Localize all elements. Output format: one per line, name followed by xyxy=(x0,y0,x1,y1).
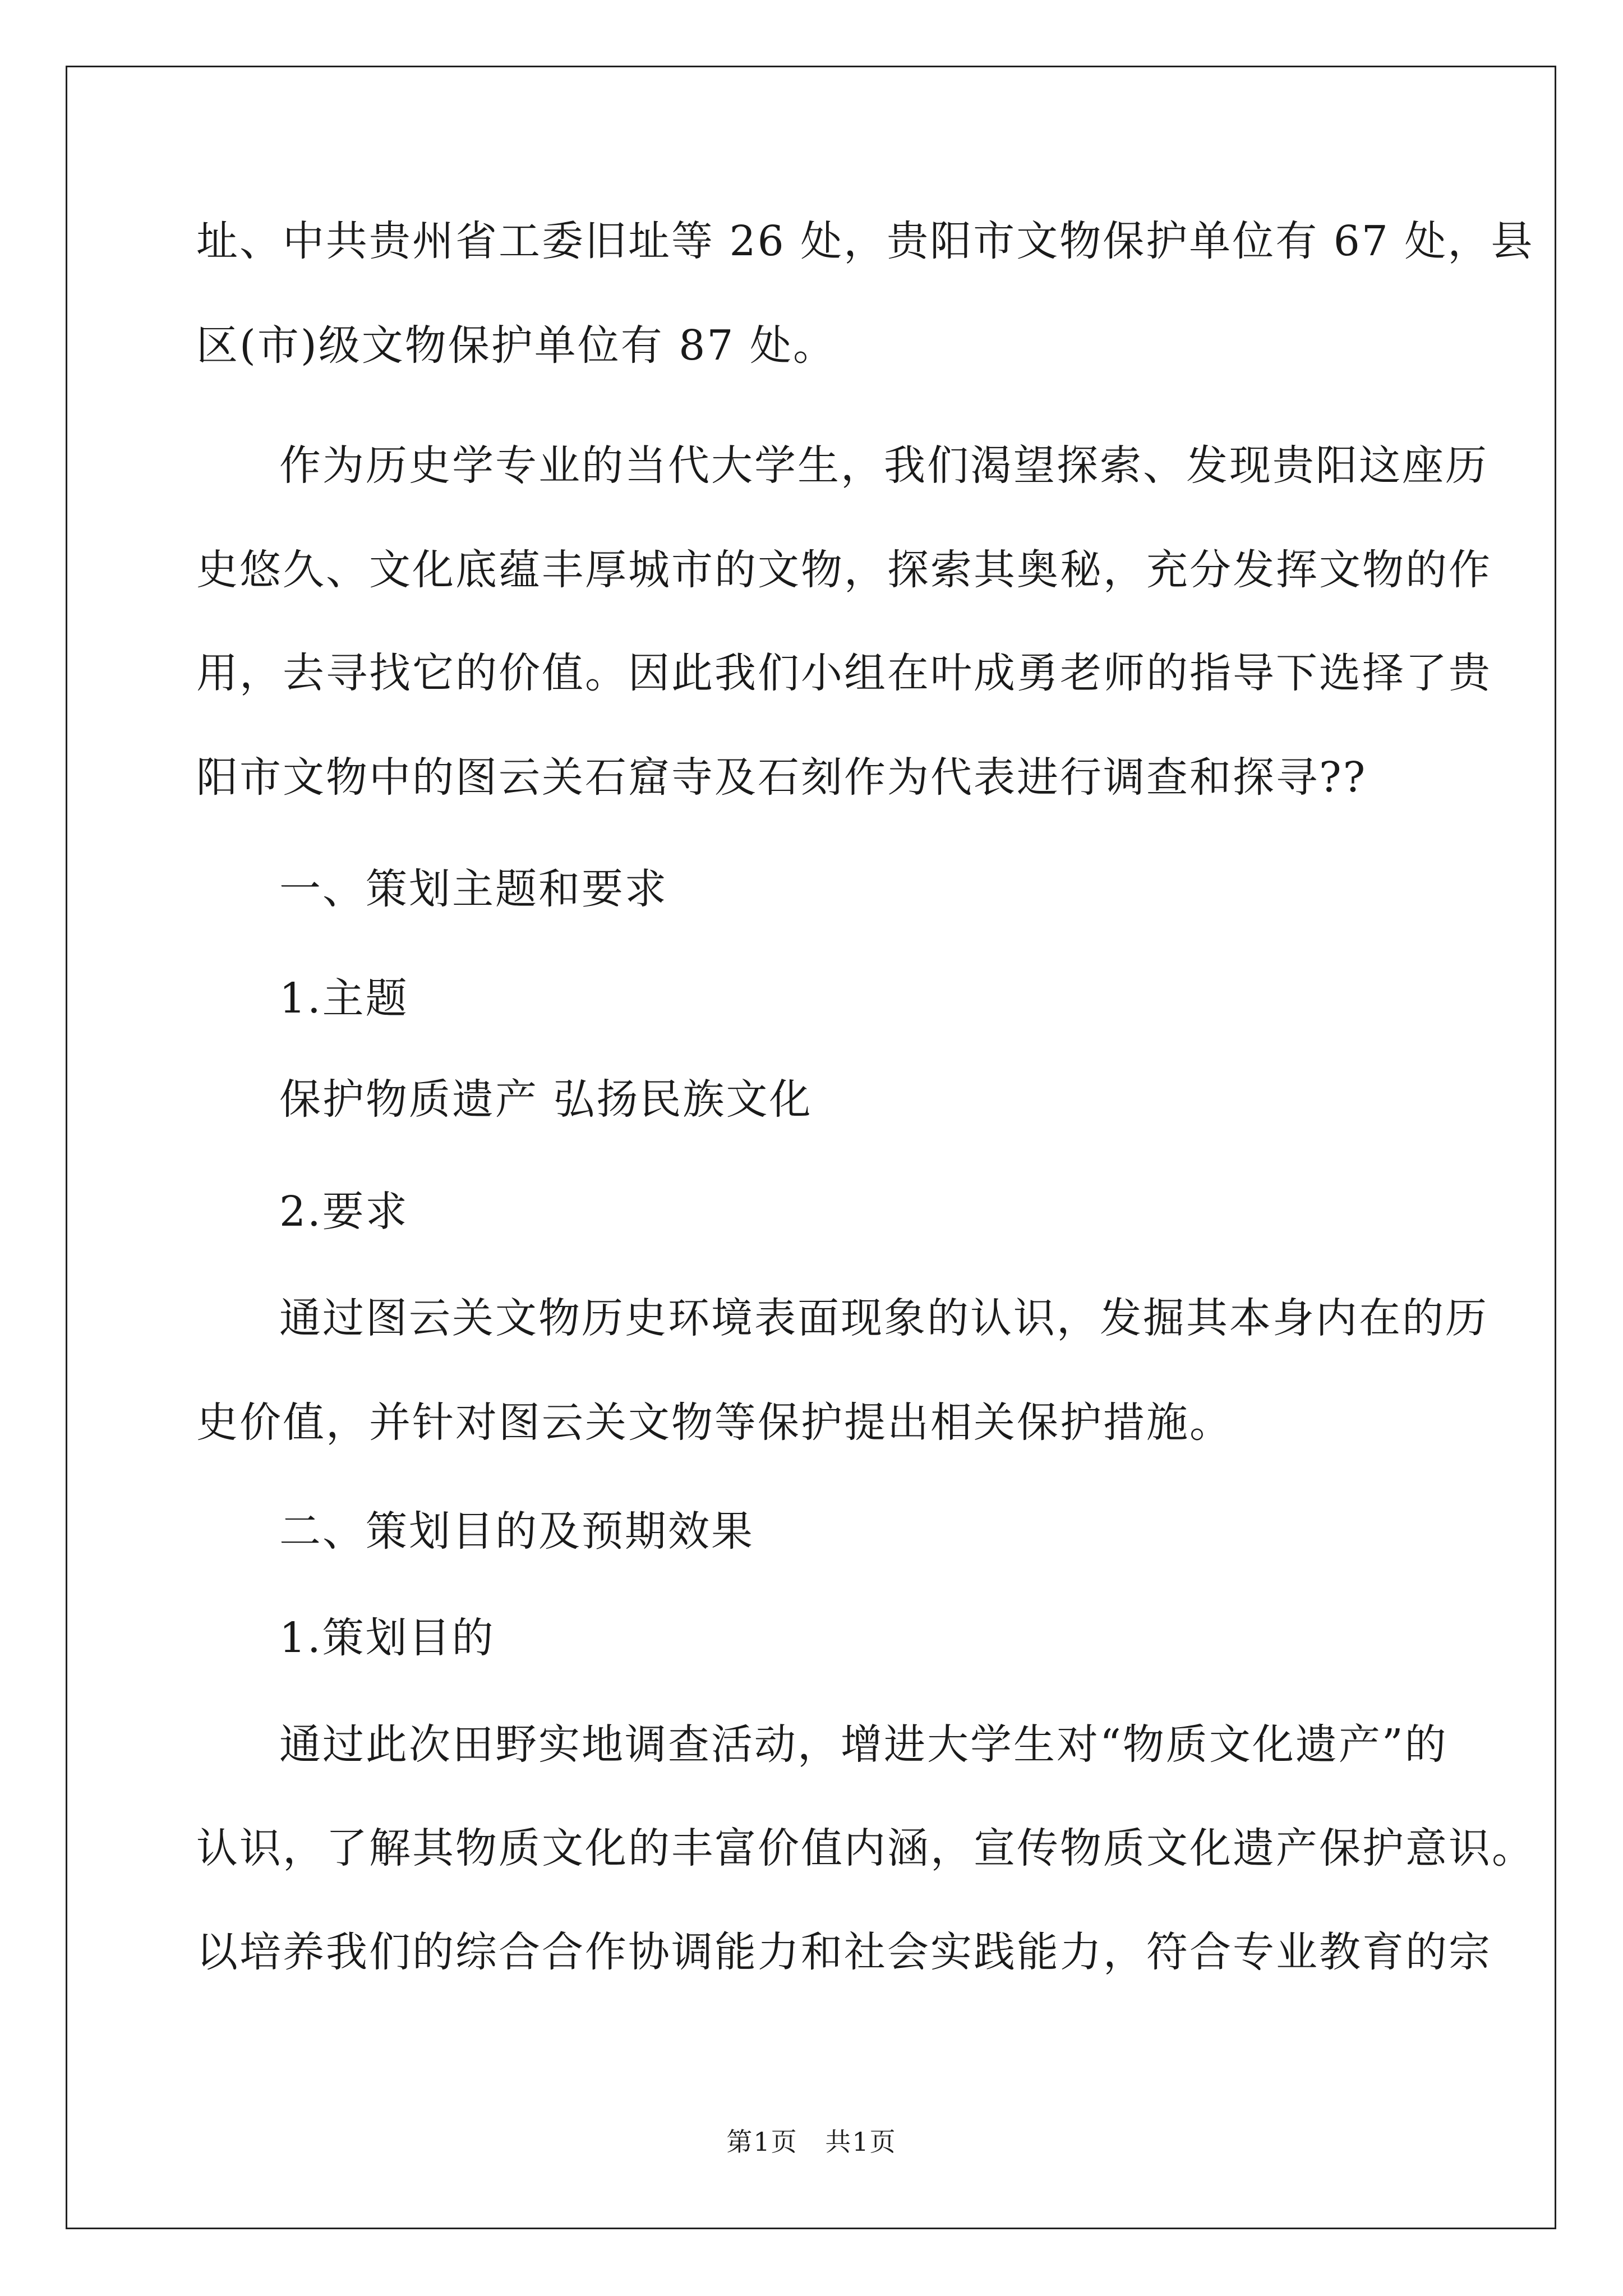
page-number: 第1页 xyxy=(726,2127,798,2157)
theme-text: 保护物质遗产 弘扬民族文化 xyxy=(279,1075,813,1124)
text-line: 认识，了解其物质文化的丰富价值内涵，宣传物质文化遗产保护意识。 xyxy=(196,1824,1535,1872)
paragraph-first-line: 作为历史学专业的当代大学生，我们渴望探索、发现贵阳这座历 xyxy=(279,441,1488,490)
subsection-heading: 1.策划目的 xyxy=(279,1614,495,1662)
text-line: 以培养我们的综合合作协调能力和社会实践能力，符合专业教育的宗 xyxy=(196,1928,1492,1976)
subsection-heading: 2.要求 xyxy=(279,1188,409,1236)
paragraph-first-line: 通过图云关文物历史环境表面现象的认识，发掘其本身内在的历 xyxy=(279,1294,1488,1342)
text-line: 史悠久、文化底蕴丰厚城市的文物，探索其奥秘，充分发挥文物的作 xyxy=(196,546,1492,594)
text-line: 用，去寻找它的价值。因此我们小组在叶成勇老师的指导下选择了贵 xyxy=(196,649,1492,697)
text-line: 址、中共贵州省工委旧址等 26 处，贵阳市文物保护单位有 67 处，县 xyxy=(196,217,1534,265)
page-footer xyxy=(0,2125,1623,2159)
section-heading: 二、策划目的及预期效果 xyxy=(279,1507,754,1556)
text-line: 区(市)级文物保护单位有 87 处。 xyxy=(196,321,836,370)
page-border xyxy=(66,66,1556,2229)
text-line: 阳市文物中的图云关石窟寺及石刻作为代表进行调查和探寻?? xyxy=(196,753,1367,802)
page-count: 共1页 xyxy=(825,2127,897,2157)
paragraph-first-line: 通过此次田野实地调查活动，增进大学生对“物质文化遗产”的 xyxy=(279,1720,1448,1769)
section-heading: 一、策划主题和要求 xyxy=(279,865,668,913)
text-line: 史价值，并针对图云关文物等保护提出相关保护措施。 xyxy=(196,1398,1233,1447)
subsection-heading: 1.主题 xyxy=(279,974,409,1023)
